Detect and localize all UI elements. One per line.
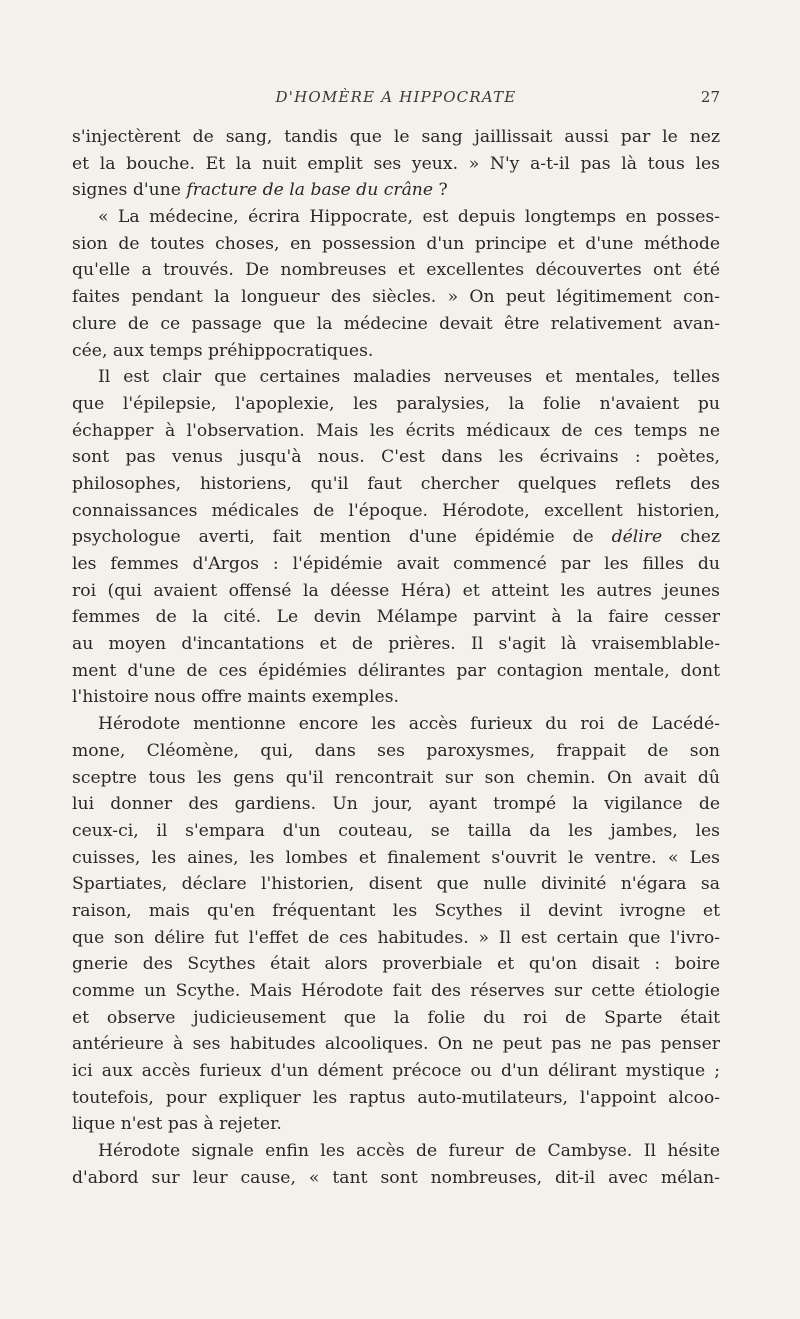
text-segment: échapper à l'observation. Mais les écrits médicaux de ces temps ne [72, 420, 720, 441]
text-segment: philosophes, historiens, qu'il faut chercher quelques reflets des [72, 473, 720, 494]
text-line [72, 524, 720, 551]
text-line [72, 1058, 720, 1085]
text-line [72, 604, 720, 631]
text-line [72, 845, 720, 872]
text-line [72, 791, 720, 818]
text-line [72, 364, 720, 391]
text-segment: que l'épilepsie, l'apoplexie, les paralysies, la folie n'avaient pu [72, 393, 720, 414]
text-segment: toutefois, pour expliquer les raptus auto-mutilateurs, l'appoint alcoo- [72, 1087, 720, 1108]
text-line [72, 871, 720, 898]
text-segment: Il est clair que certaines maladies nerveuses et mentales, telles [98, 367, 720, 388]
text-line [72, 684, 720, 711]
text-segment: Hérodote mentionne encore les accès furieux du roi de Lacédé- [98, 714, 720, 735]
text-segment: que son délire fut l'effet de ces habitudes. » Il est certain que l'ivro- [72, 927, 720, 948]
text-line [72, 498, 720, 525]
text-segment: cuisses, les aines, les lombes et finalement s'ouvrit le ventre. « Les [72, 847, 720, 868]
text-segment: et observe judicieusement que la folie du roi de Sparte était [72, 1007, 720, 1028]
text-line [72, 1005, 720, 1032]
text-line [72, 631, 720, 658]
text-segment: sion de toutes choses, en possession d'un principe et d'une méthode [72, 233, 720, 254]
text-line [72, 978, 720, 1005]
text-line [72, 177, 720, 204]
text-segment: ici aux accès furieux d'un dément précoce ou d'un délirant mystique ; [72, 1061, 720, 1082]
text-segment: gnerie des Scythes était alors proverbiale et qu'on disait : boire [72, 954, 720, 975]
text-line [72, 551, 720, 578]
text-segment: les femmes d'Argos : l'épidémie avait commencé par les filles du [72, 554, 720, 574]
text-segment: ment d'une de ces épidémies délirantes par contagion mentale, dont [72, 660, 720, 681]
text-line [72, 1085, 720, 1112]
text-line [72, 391, 720, 418]
text-segment: lique n'est pas à rejeter. [72, 1114, 282, 1135]
italic-text: fracture de la base du crâne [186, 180, 434, 201]
text-line [72, 711, 720, 738]
text-segment: Hérodote signale enfin les accès de fureur de Cambyse. Il hésite [98, 1141, 720, 1162]
text-line [72, 1031, 720, 1058]
text-segment: clure de ce passage que la médecine devait être relativement avan- [72, 313, 720, 334]
text-segment: au moyen d'incantations et de prières. Il s'agit là vraisemblable- [72, 634, 720, 655]
italic-text: délire [611, 527, 663, 548]
text-line [72, 738, 720, 765]
text-line [72, 444, 720, 471]
text-segment: « La médecine, écrira Hippocrate, est depuis longtemps en posses- [98, 207, 720, 228]
text-segment: raison, mais qu'en fréquentant les Scythes il devint ivrogne et [72, 900, 720, 921]
text-segment: faites pendant la longueur des siècles. » On peut légitimement con- [72, 287, 720, 308]
text-segment: psychologue averti, fait mention d'une épidémie de [72, 527, 612, 548]
text-segment: et la bouche. Et la nuit emplit ses yeux. » N'y a-t-il pas là tous les [72, 153, 720, 174]
body-text [72, 124, 720, 1192]
text-segment: ceux-ci, il s'empara d'un couteau, se tailla da les jambes, les [72, 820, 720, 841]
text-line [72, 951, 720, 978]
text-line [72, 1111, 720, 1138]
text-line [72, 418, 720, 445]
text-segment: roi (qui avaient offensé la déesse Héra) et atteint les autres jeunes [72, 580, 720, 601]
text-line [72, 284, 720, 311]
text-segment: ? [433, 180, 448, 201]
text-line [72, 151, 720, 178]
text-segment: cée, aux temps préhippocratiques. [72, 340, 374, 361]
text-segment: antérieure à ses habitudes alcooliques. On ne peut pas ne pas penser [72, 1034, 720, 1055]
text-line [72, 765, 720, 792]
text-segment: connaissances médicales de l'époque. Hérodote, excellent historien, [72, 500, 720, 521]
text-segment: Spartiates, déclare l'historien, disent que nulle divinité n'égara sa [72, 874, 720, 895]
text-segment: femmes de la cité. Le devin Mélampe parvint à la faire cesser [72, 607, 720, 628]
text-line [72, 898, 720, 925]
text-segment: chez [662, 527, 720, 548]
text-segment: signes d'une [72, 180, 187, 201]
text-segment: qu'elle a trouvés. De nombreuses et excellentes découvertes ont été [72, 260, 720, 281]
text-line [72, 338, 720, 365]
text-segment: sceptre tous les gens qu'il rencontrait sur son chemin. On avait dû [72, 767, 720, 788]
text-segment: d'abord sur leur cause, « tant sont nombreuses, dit-il avec mélan- [72, 1167, 720, 1188]
text-line [72, 925, 720, 952]
text-line [72, 471, 720, 498]
text-segment: mone, Cléomène, qui, dans ses paroxysmes, frappait de son [72, 740, 720, 761]
text-segment: sont pas venus jusqu'à nous. C'est dans les écrivains : poètes, [72, 447, 720, 468]
text-segment: s'injectèrent de sang, tandis que le sang jaillissait aussi par le nez [72, 127, 720, 147]
page-number: 27 [700, 88, 720, 106]
text-line [72, 231, 720, 258]
text-line [72, 658, 720, 685]
text-line [72, 311, 720, 338]
text-segment: comme un Scythe. Mais Hérodote fait des réserves sur cette étiologie [72, 981, 720, 1001]
text-segment: lui donner des gardiens. Un jour, ayant trompé la vigilance de [72, 794, 720, 815]
running-title: D'HOMÈRE A HIPPOCRATE [275, 88, 517, 106]
text-line [72, 204, 720, 231]
text-line [72, 1165, 720, 1192]
text-line [72, 818, 720, 845]
running-head [72, 88, 720, 112]
text-line [72, 124, 720, 151]
text-line [72, 578, 720, 605]
text-line [72, 257, 720, 284]
text-line [72, 1138, 720, 1165]
text-segment: l'histoire nous offre maints exemples. [72, 687, 399, 708]
